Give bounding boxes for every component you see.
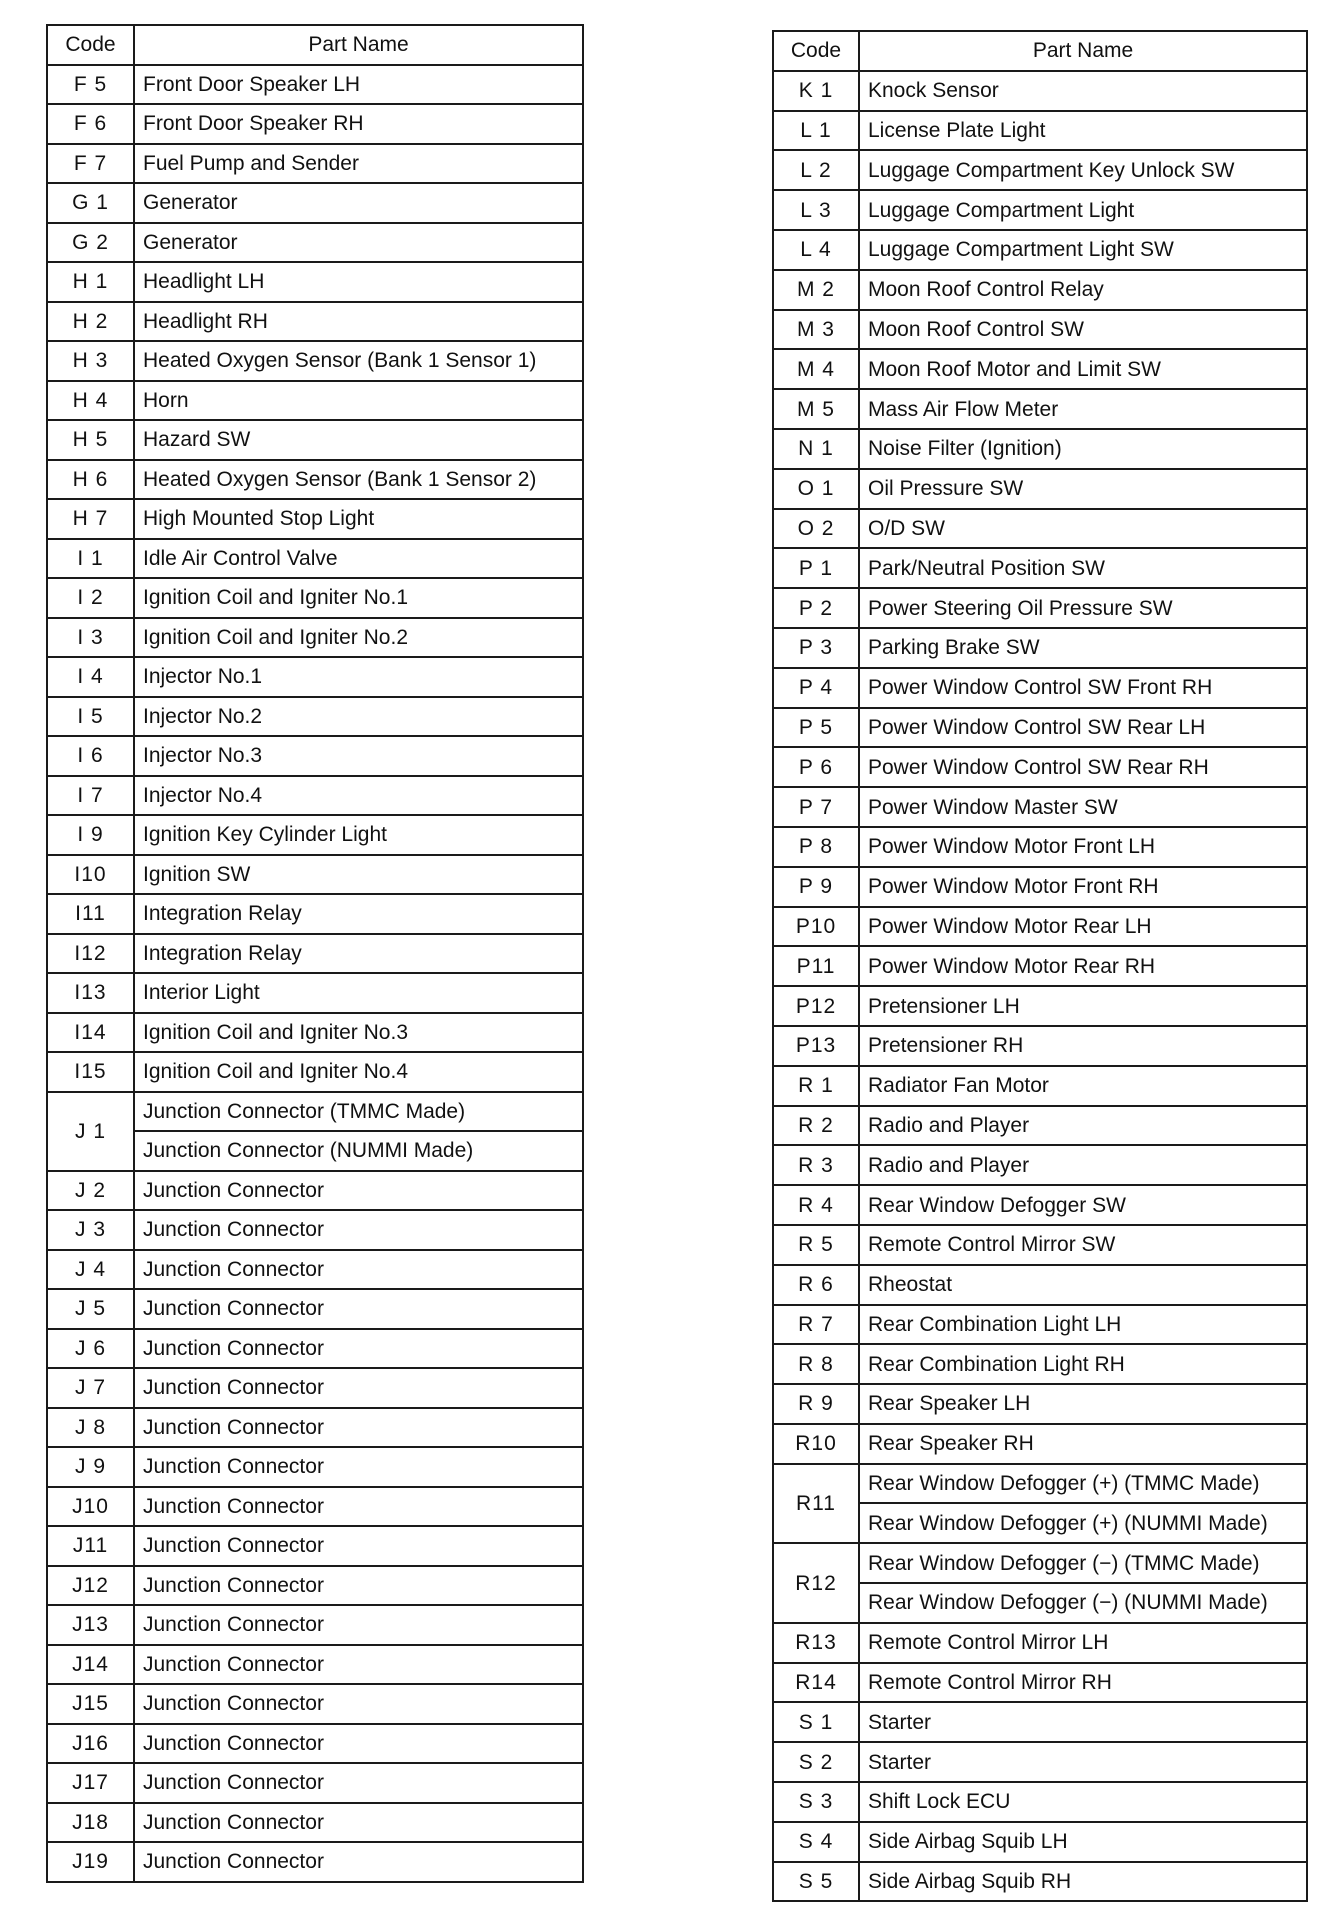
part-code: I 5 [47,697,134,737]
table-row [773,1424,1307,1464]
part-code: J14 [47,1645,134,1685]
part-code: P 4 [773,668,859,708]
part-name: Junction Connector [134,1605,583,1645]
table-row [773,1185,1307,1225]
part-code: H 3 [47,341,134,381]
part-code: P10 [773,907,859,947]
part-name: Power Window Motor Front RH [859,867,1307,907]
part-code: P 1 [773,548,859,588]
part-name: Headlight LH [134,262,583,302]
table-row [773,1543,1307,1583]
table-row [47,1329,583,1369]
table-row [773,1384,1307,1424]
table-row [773,429,1307,469]
table-row [47,1447,583,1487]
part-code: I 1 [47,539,134,579]
parts-table-right [772,30,1308,1902]
part-name: Rheostat [859,1265,1307,1305]
part-name: Mass Air Flow Meter [859,389,1307,429]
table-row [47,815,583,855]
part-code: J12 [47,1566,134,1606]
part-code: M 4 [773,349,859,389]
part-name: Luggage Compartment Key Unlock SW [859,150,1307,190]
part-name: Power Window Control SW Rear LH [859,708,1307,748]
part-code: F 6 [47,104,134,144]
part-name: Moon Roof Control Relay [859,270,1307,310]
part-name: Rear Window Defogger SW [859,1185,1307,1225]
part-name: Junction Connector (NUMMI Made) [134,1131,583,1171]
part-code: M 2 [773,270,859,310]
table-row [47,1803,583,1843]
part-code: P 7 [773,787,859,827]
part-name: Generator [134,223,583,263]
part-name: Rear Combination Light RH [859,1344,1307,1384]
part-name: Hazard SW [134,420,583,460]
part-name: Junction Connector [134,1368,583,1408]
part-name: Power Window Motor Rear RH [859,946,1307,986]
table-row [773,1305,1307,1345]
part-name: Front Door Speaker LH [134,65,583,105]
part-code: I 6 [47,736,134,776]
part-code: P 8 [773,827,859,867]
part-name: Ignition SW [134,855,583,895]
part-code: S 2 [773,1742,859,1782]
part-name: Junction Connector (TMMC Made) [134,1092,583,1132]
table-row [773,389,1307,429]
table-row [47,657,583,697]
part-code: I 2 [47,578,134,618]
part-code: J 1 [47,1092,134,1171]
part-code: R 5 [773,1225,859,1265]
part-name: O/D SW [859,509,1307,549]
table-row [773,588,1307,628]
part-name: Rear Combination Light LH [859,1305,1307,1345]
table-row [47,1684,583,1724]
table-row [773,270,1307,310]
part-name: Power Window Motor Front LH [859,827,1307,867]
table-row [47,1645,583,1685]
part-name: Rear Window Defogger (−) (TMMC Made) [859,1543,1307,1583]
part-code: R 3 [773,1145,859,1185]
table-row [47,1289,583,1329]
part-name: Power Window Control SW Rear RH [859,747,1307,787]
part-name: Ignition Coil and Igniter No.4 [134,1052,583,1092]
part-code: R 9 [773,1384,859,1424]
table-row [773,310,1307,350]
part-name: Starter [859,1742,1307,1782]
table-row [773,1344,1307,1384]
part-code: J 3 [47,1210,134,1250]
code-column-header: Code [47,25,134,65]
part-code: P 9 [773,867,859,907]
part-name: Junction Connector [134,1289,583,1329]
table-row [47,1566,583,1606]
table-row [47,1250,583,1290]
table-row [47,183,583,223]
table-row [773,1862,1307,1902]
part-name: Junction Connector [134,1447,583,1487]
parts-table-left [46,24,584,1883]
part-name: Heated Oxygen Sensor (Bank 1 Sensor 2) [134,460,583,500]
table-row [47,460,583,500]
part-name: Ignition Coil and Igniter No.3 [134,1013,583,1053]
part-code: I10 [47,855,134,895]
table-row [773,1066,1307,1106]
part-name: Shift Lock ECU [859,1782,1307,1822]
table-row [773,1464,1307,1504]
part-code: R 8 [773,1344,859,1384]
part-code: I 9 [47,815,134,855]
part-code: R10 [773,1424,859,1464]
part-name: Heated Oxygen Sensor (Bank 1 Sensor 1) [134,341,583,381]
part-code: S 3 [773,1782,859,1822]
part-code: J 4 [47,1250,134,1290]
table-row [47,934,583,974]
table-row [773,509,1307,549]
table-row [773,1742,1307,1782]
part-name: Junction Connector [134,1566,583,1606]
table-row [47,973,583,1013]
table-row [47,381,583,421]
table-row [773,986,1307,1026]
part-name: Idle Air Control Valve [134,539,583,579]
table-row [773,111,1307,151]
part-name: Junction Connector [134,1842,583,1882]
part-code: L 3 [773,190,859,230]
part-code: I 3 [47,618,134,658]
part-name: Side Airbag Squib RH [859,1862,1307,1902]
part-code: H 1 [47,262,134,302]
part-name: Luggage Compartment Light SW [859,230,1307,270]
part-name: High Mounted Stop Light [134,499,583,539]
table-row [47,1408,583,1448]
part-code: I11 [47,894,134,934]
part-name: Junction Connector [134,1645,583,1685]
part-name: Junction Connector [134,1763,583,1803]
table-row [773,668,1307,708]
table-row [47,1092,583,1132]
table-row [773,1106,1307,1146]
part-name: Pretensioner RH [859,1026,1307,1066]
part-code: J10 [47,1487,134,1527]
part-name: Integration Relay [134,934,583,974]
part-name: Remote Control Mirror RH [859,1663,1307,1703]
part-code: J16 [47,1724,134,1764]
table-row [773,1702,1307,1742]
table-row [773,1782,1307,1822]
table-row [773,628,1307,668]
table-row [773,71,1307,111]
part-name: Rear Speaker LH [859,1384,1307,1424]
part-code: J 6 [47,1329,134,1369]
part-code: N 1 [773,429,859,469]
table-row [47,104,583,144]
part-code: S 5 [773,1862,859,1902]
table-row [773,1623,1307,1663]
table-header-row [773,31,1307,71]
part-name: Junction Connector [134,1487,583,1527]
part-name: Rear Speaker RH [859,1424,1307,1464]
part-code: R 1 [773,1066,859,1106]
table-row [773,1265,1307,1305]
part-code: J19 [47,1842,134,1882]
part-name: Rear Window Defogger (+) (NUMMI Made) [859,1503,1307,1543]
part-name: Moon Roof Control SW [859,310,1307,350]
part-code: L 2 [773,150,859,190]
part-code: F 5 [47,65,134,105]
part-name: Junction Connector [134,1171,583,1211]
part-name: Power Window Control SW Front RH [859,668,1307,708]
part-name: Junction Connector [134,1724,583,1764]
table-row [47,1487,583,1527]
part-name: License Plate Light [859,111,1307,151]
code-column-header: Code [773,31,859,71]
part-code: J 9 [47,1447,134,1487]
part-code: J17 [47,1763,134,1803]
table-row [773,230,1307,270]
part-name: Radio and Player [859,1106,1307,1146]
table-row [773,907,1307,947]
part-code: K 1 [773,71,859,111]
table-row [47,1724,583,1764]
part-name: Knock Sensor [859,71,1307,111]
part-code: R 4 [773,1185,859,1225]
part-name: Junction Connector [134,1250,583,1290]
part-name: Power Window Motor Rear LH [859,907,1307,947]
part-name: Injector No.1 [134,657,583,697]
table-row [47,1605,583,1645]
part-code: M 3 [773,310,859,350]
part-name: Ignition Coil and Igniter No.1 [134,578,583,618]
part-code: G 1 [47,183,134,223]
part-name: Headlight RH [134,302,583,342]
part-code: R13 [773,1623,859,1663]
part-code: R 7 [773,1305,859,1345]
part-name: Park/Neutral Position SW [859,548,1307,588]
table-row [47,1210,583,1250]
part-name: Junction Connector [134,1210,583,1250]
part-name: Junction Connector [134,1684,583,1724]
part-code: M 5 [773,389,859,429]
part-name: Front Door Speaker RH [134,104,583,144]
part-code: P 5 [773,708,859,748]
part-name: Injector No.4 [134,776,583,816]
table-row [47,1368,583,1408]
part-name: Ignition Key Cylinder Light [134,815,583,855]
part-name: Junction Connector [134,1526,583,1566]
part-code: I15 [47,1052,134,1092]
part-name: Integration Relay [134,894,583,934]
table-row [773,1225,1307,1265]
part-code: J13 [47,1605,134,1645]
table-row [773,349,1307,389]
part-name: Remote Control Mirror SW [859,1225,1307,1265]
part-code: R 6 [773,1265,859,1305]
table-row [47,855,583,895]
table-row [773,150,1307,190]
table-row [773,469,1307,509]
part-name: Junction Connector [134,1408,583,1448]
table-row [773,1026,1307,1066]
part-name: Generator [134,183,583,223]
table-row [47,894,583,934]
table-row [773,1822,1307,1862]
table-row [47,65,583,105]
part-code: S 4 [773,1822,859,1862]
part-code: I12 [47,934,134,974]
part-code: P12 [773,986,859,1026]
part-code: J15 [47,1684,134,1724]
table-row [773,946,1307,986]
part-name: Remote Control Mirror LH [859,1623,1307,1663]
part-code: I14 [47,1013,134,1053]
table-row [47,1052,583,1092]
part-name: Fuel Pump and Sender [134,144,583,184]
part-code: P13 [773,1026,859,1066]
part-name: Moon Roof Motor and Limit SW [859,349,1307,389]
part-code: R11 [773,1464,859,1544]
part-name: Ignition Coil and Igniter No.2 [134,618,583,658]
part-code: P 2 [773,588,859,628]
table-row [47,420,583,460]
part-name: Luggage Compartment Light [859,190,1307,230]
part-code: J11 [47,1526,134,1566]
table-row [773,747,1307,787]
table-row [47,302,583,342]
table-row [773,190,1307,230]
part-name: Starter [859,1702,1307,1742]
part-name: Horn [134,381,583,421]
table-row [47,1013,583,1053]
part-code: G 2 [47,223,134,263]
part-code: J 2 [47,1171,134,1211]
part-name-column-header: Part Name [859,31,1307,71]
part-name: Rear Window Defogger (−) (NUMMI Made) [859,1583,1307,1623]
table-row [773,708,1307,748]
part-code: P11 [773,946,859,986]
part-name: Injector No.3 [134,736,583,776]
part-name: Noise Filter (Ignition) [859,429,1307,469]
table-row [47,618,583,658]
table-row [47,697,583,737]
part-name: Parking Brake SW [859,628,1307,668]
part-name: Radio and Player [859,1145,1307,1185]
part-code: O 1 [773,469,859,509]
part-code: H 2 [47,302,134,342]
table-row [773,827,1307,867]
part-code: J 5 [47,1289,134,1329]
part-code: J18 [47,1803,134,1843]
table-row [47,262,583,302]
table-row [47,539,583,579]
part-name: Side Airbag Squib LH [859,1822,1307,1862]
part-name: Junction Connector [134,1329,583,1369]
part-name: Oil Pressure SW [859,469,1307,509]
table-row [47,1763,583,1803]
part-code: H 4 [47,381,134,421]
table-row [47,144,583,184]
part-code: J 8 [47,1408,134,1448]
part-name-column-header: Part Name [134,25,583,65]
table-row [773,787,1307,827]
part-code: P 6 [773,747,859,787]
part-code: I13 [47,973,134,1013]
table-row [47,1842,583,1882]
part-code: H 6 [47,460,134,500]
part-code: H 5 [47,420,134,460]
table-row [47,1171,583,1211]
part-name: Injector No.2 [134,697,583,737]
part-name: Power Window Master SW [859,787,1307,827]
part-code: R 2 [773,1106,859,1146]
part-name: Rear Window Defogger (+) (TMMC Made) [859,1464,1307,1504]
part-name: Junction Connector [134,1803,583,1843]
table-row [47,499,583,539]
part-name: Radiator Fan Motor [859,1066,1307,1106]
part-code: R12 [773,1543,859,1623]
part-code: R14 [773,1663,859,1703]
table-row [47,776,583,816]
part-code: L 4 [773,230,859,270]
part-code: S 1 [773,1702,859,1742]
part-code: P 3 [773,628,859,668]
part-code: I 7 [47,776,134,816]
table-row [47,1526,583,1566]
part-code: I 4 [47,657,134,697]
table-row [47,223,583,263]
part-code: F 7 [47,144,134,184]
part-name: Power Steering Oil Pressure SW [859,588,1307,628]
part-code: O 2 [773,509,859,549]
table-row [47,578,583,618]
part-code: L 1 [773,111,859,151]
table-row [47,341,583,381]
table-body-left [47,65,583,1882]
table-body-right [773,71,1307,1902]
part-name: Interior Light [134,973,583,1013]
table-row [773,867,1307,907]
part-name: Pretensioner LH [859,986,1307,1026]
table-row [773,1145,1307,1185]
table-row [47,736,583,776]
table-header-row [47,25,583,65]
table-row [773,1663,1307,1703]
part-code: J 7 [47,1368,134,1408]
table-row [773,548,1307,588]
part-code: H 7 [47,499,134,539]
